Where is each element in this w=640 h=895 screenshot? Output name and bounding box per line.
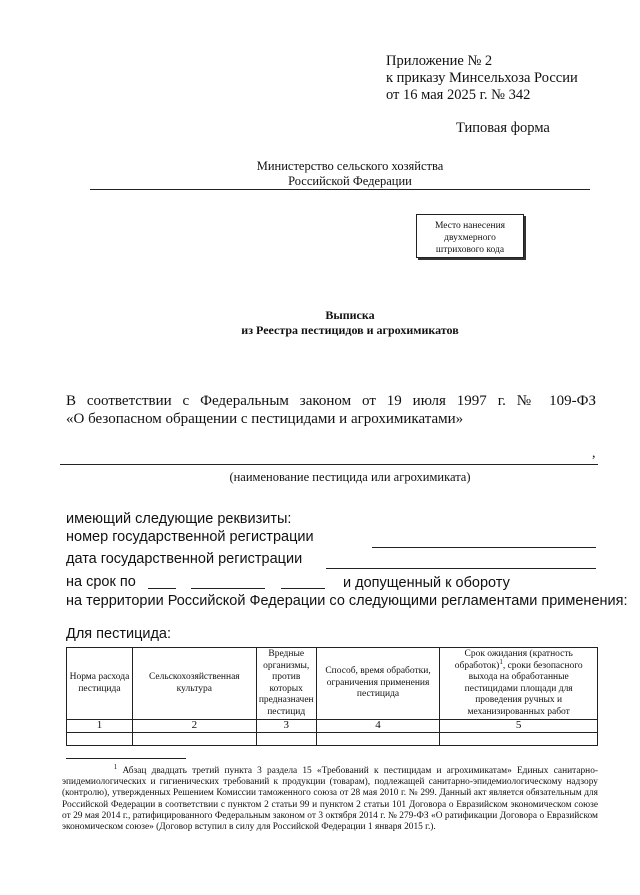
table-header-row: [67, 648, 598, 720]
ministry-name: [200, 159, 500, 189]
footnote-separator: [66, 758, 186, 759]
col-number-1: 1: [67, 720, 133, 733]
ministry-underline: [90, 189, 590, 190]
col-number-4: 4: [316, 720, 440, 733]
term-label: на срок по: [66, 574, 136, 590]
col-number-5: 5: [440, 720, 598, 733]
term-year-line: [281, 588, 325, 589]
document-title: [150, 308, 550, 338]
ministry-line-1: Министерство сельского хозяйства: [256, 159, 444, 173]
barcode-line-2: двухмерного: [444, 233, 496, 243]
requisites-heading: имеющий следующие реквизиты:: [66, 511, 292, 527]
appendix-number: Приложение № 2: [386, 53, 493, 69]
table-row: [67, 720, 598, 733]
table-cell: [316, 733, 440, 746]
barcode-line-3: штрихового кода: [435, 245, 505, 255]
regulations-table: [66, 647, 598, 746]
ministry-line-2: Российской Федерации: [288, 174, 412, 188]
col-header-rate: Норма расхода пестицида: [67, 648, 133, 720]
name-caption: (наименование пестицида или агрохимиката): [229, 470, 471, 484]
waiting-period-text: Срок ожидания (кратность обработок): [454, 649, 573, 671]
pesticide-heading: Для пестицида:: [66, 626, 172, 642]
appendix-header: [386, 53, 578, 104]
appendix-date: от 16 мая 2025 г. № 342: [386, 87, 531, 103]
appendix-order: к приказу Минсельхоза России: [386, 70, 578, 86]
reg-date-line: [326, 568, 596, 569]
footnote: [62, 762, 599, 833]
footnote-text: Абзац двадцать третий пункта 3 раздела 15 «Требований к пестицидам и агрохимикатам» Единых санитарно-эпидемиологических и гигиенических требований к продукции (товарам), подлежащей санитарно-эпидемиологическому надзору (контролю), утвержденных Решением Комиссии таможенного союза от 28 мая 2010 г. № 299. Данный акт является обязательным для Российской Федерации в соответствии с пунктом 2 статьи 99 и пунктом 2 статьи 101 Договора о Евразийском экономическом союзе от 29 мая 2014 г., ратифицированного Федеральным законом от 3 октября 2014 г. № 279-ФЗ «О ратификации Договора о Евразийском экономическом союзе» (Договор вступил в силу для Российской Федерации 1 января 2015 г.).: [62, 766, 599, 833]
barcode-placeholder-box: [416, 214, 524, 258]
term-day-line: [148, 588, 176, 589]
intro-comma: ,: [592, 446, 596, 461]
territory-text: на территории Российской Федерации со следующими регламентами применения:: [66, 593, 628, 609]
col-header-pests: Вредные организмы, против которых предназначен пестицид: [256, 648, 316, 720]
term-month-line: [191, 588, 265, 589]
table-cell: [67, 733, 133, 746]
name-underline: [60, 464, 598, 465]
col-number-3: 3: [256, 720, 316, 733]
safe-exit-text: , сроки безопасного выхода на обработанные пестицидами площади для проведения ручных и механизированных работ: [464, 660, 583, 717]
table-cell: [132, 733, 256, 746]
reg-number-label: номер государственной регистрации: [66, 529, 314, 545]
footnote-ref: 1: [499, 657, 503, 666]
form-type-label: Типовая форма: [456, 120, 550, 136]
intro-paragraph: [66, 392, 596, 428]
title-line-2: из Реестра пестицидов и агрохимикатов: [241, 323, 459, 337]
col-header-crop: Сельскохозяйственная культура: [132, 648, 256, 720]
reg-number-line: [372, 547, 596, 548]
reg-date-label: дата государственной регистрации: [66, 551, 303, 567]
col-header-method: Способ, время обработки, ограничения применения пестицида: [316, 648, 440, 720]
title-line-1: Выписка: [325, 308, 375, 322]
barcode-line-1: Место нанесения: [434, 221, 506, 231]
table-cell: [440, 733, 598, 746]
intro-line-2: «О безопасном обращении с пестицидами и агрохимикатами»: [66, 411, 464, 427]
admitted-label: и допущенный к обороту: [343, 575, 510, 591]
col-number-2: 2: [132, 720, 256, 733]
table-row: [67, 733, 598, 746]
table-cell: [256, 733, 316, 746]
col-header-waiting: [440, 648, 598, 720]
footnote-mark: 1: [113, 762, 118, 771]
intro-line-1: В соответствии с Федеральным законом от 19 июля 1997 г. № 109-ФЗ: [66, 393, 596, 409]
